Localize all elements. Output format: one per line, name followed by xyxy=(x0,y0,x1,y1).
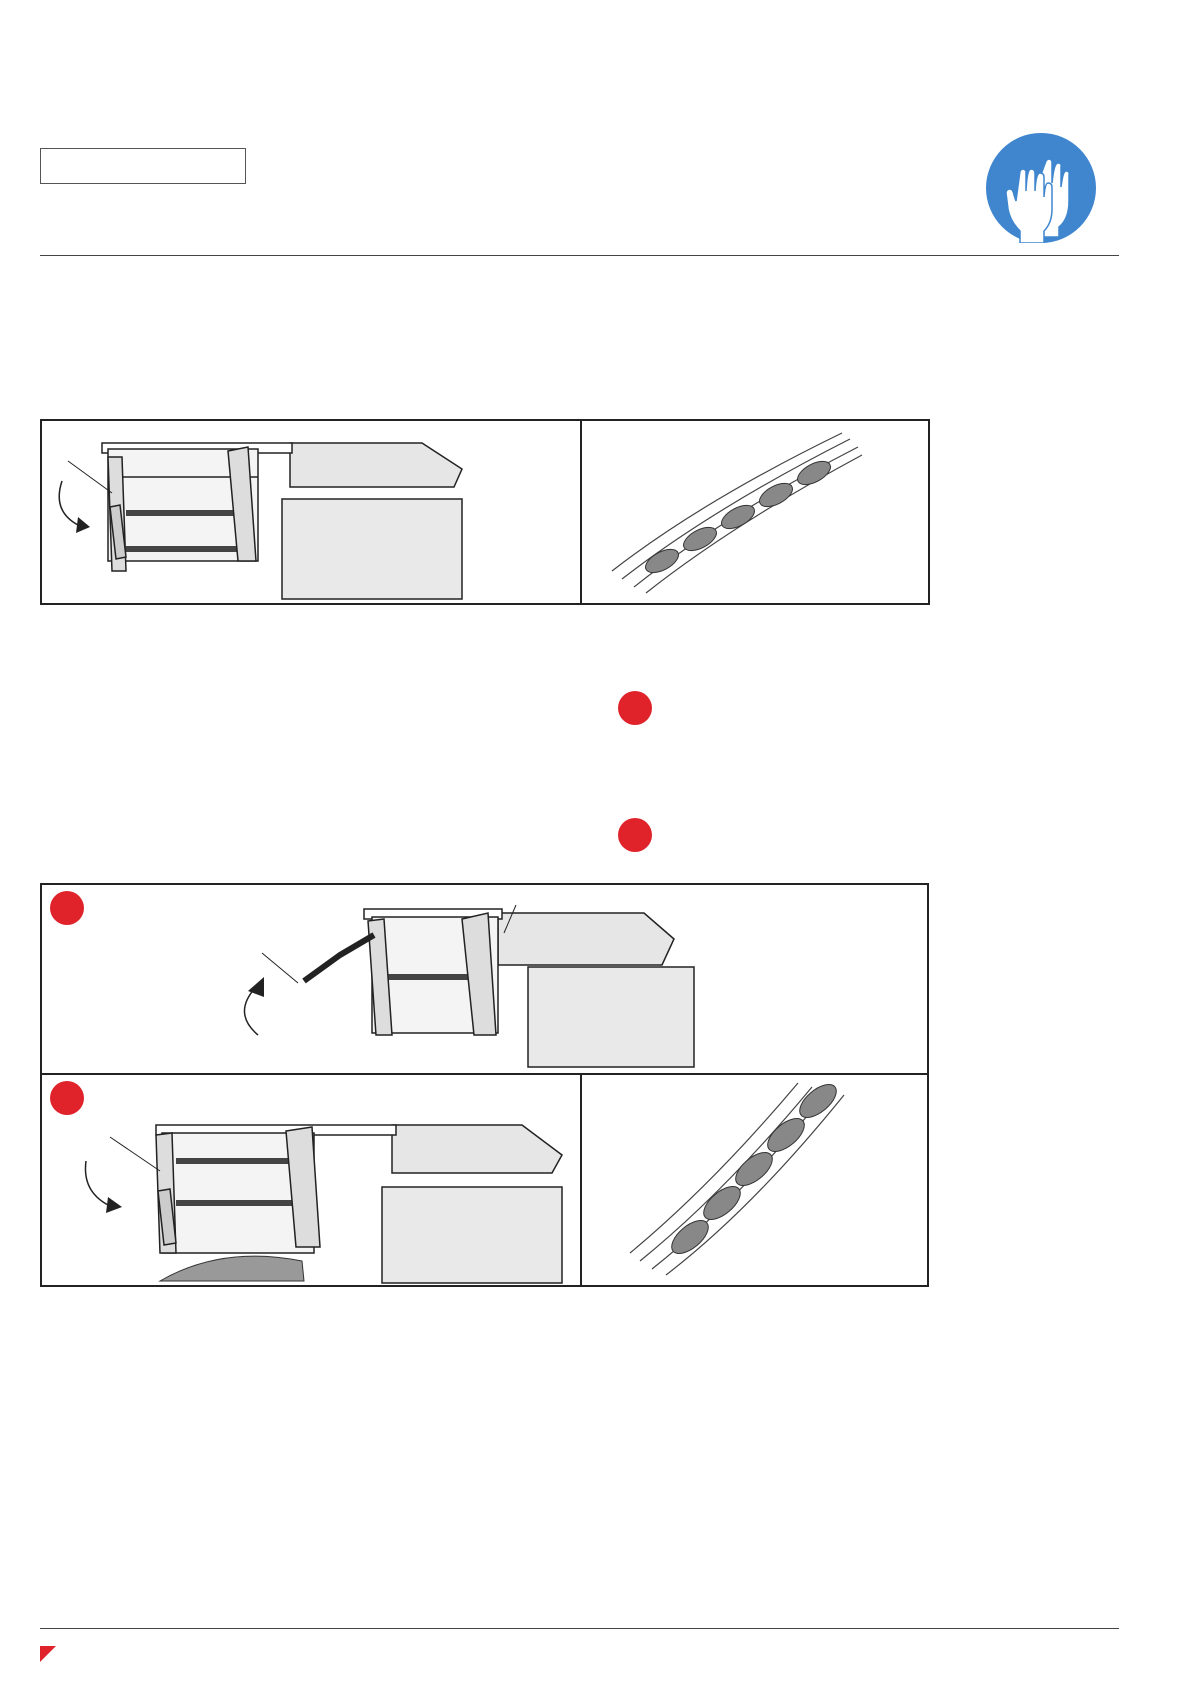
step-marker-icon xyxy=(618,818,652,852)
figure-2-right-panel xyxy=(580,1073,929,1287)
protective-gloves-icon xyxy=(986,133,1096,243)
red-corner-triangle-icon xyxy=(40,1646,56,1662)
crank-handle-rotate-illustration xyxy=(42,885,927,1073)
red-step-marker-icon xyxy=(50,891,84,925)
corrugated-foil-strip-illustration xyxy=(582,421,928,603)
handle-down-with-foil-illustration xyxy=(42,1075,580,1285)
foil-cutter-handle-down-illustration xyxy=(42,421,580,603)
header-rule xyxy=(40,255,1119,256)
corrugated-foil-roll-illustration xyxy=(582,1075,927,1285)
figure-2-step-1-panel xyxy=(40,883,929,1075)
step-marker-icon xyxy=(618,691,652,725)
red-step-marker-icon xyxy=(50,1081,84,1115)
footer-rule xyxy=(40,1628,1119,1629)
figure-2-step-2-panel xyxy=(40,1073,582,1287)
figure-1-right-panel xyxy=(580,419,930,605)
figure-1-left-panel xyxy=(40,419,582,605)
label-box xyxy=(40,148,246,184)
